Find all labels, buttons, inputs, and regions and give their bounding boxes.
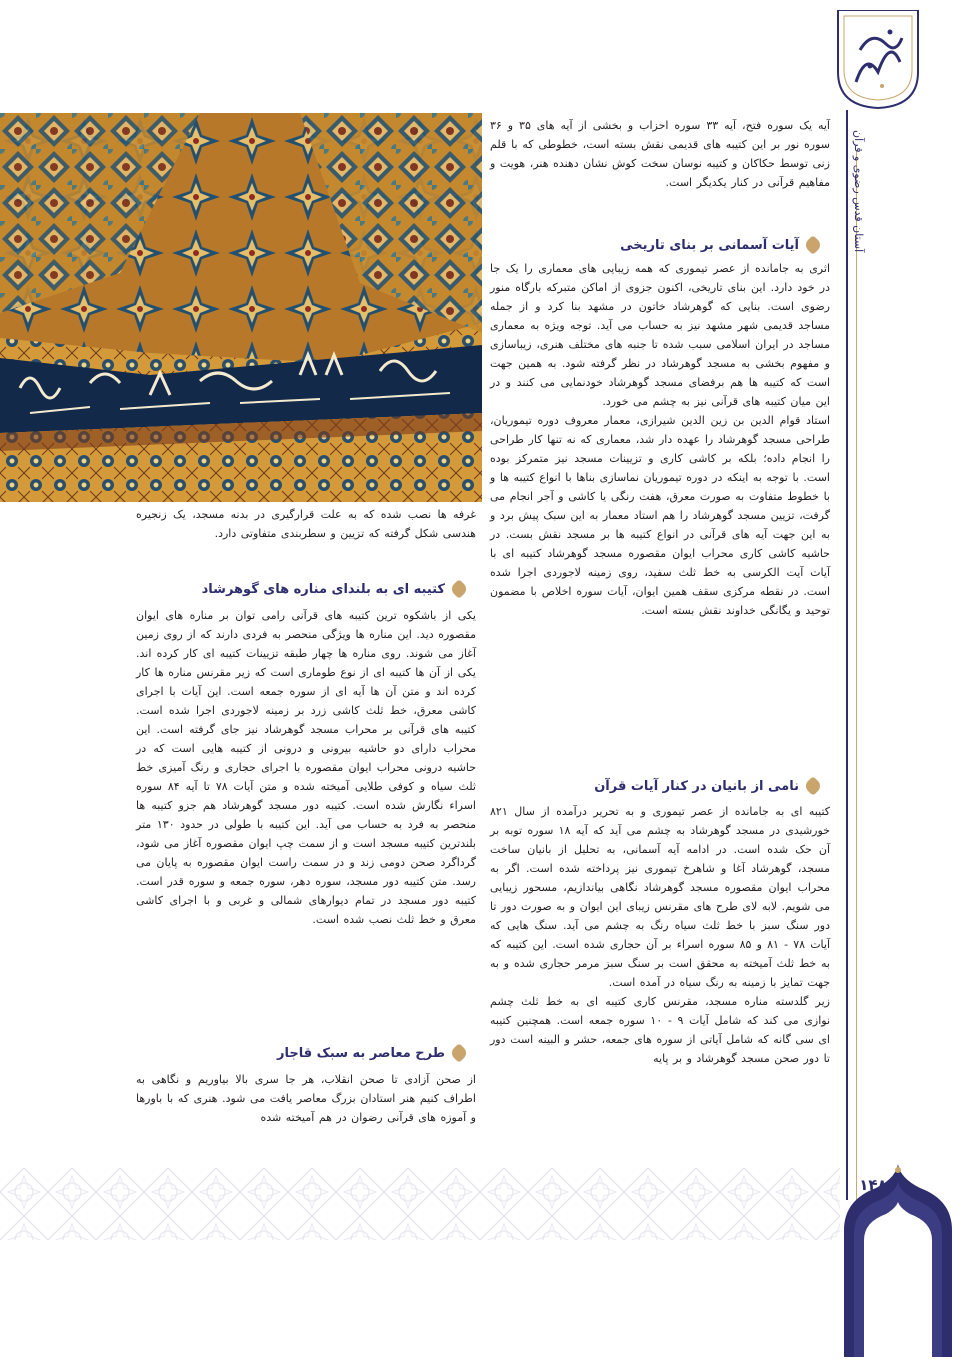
- leaf-bullet-icon: [449, 1043, 469, 1063]
- magazine-logo: [836, 10, 920, 110]
- paragraph: آیه یک سوره فتح، آیه ۳۳ سوره احزاب و بخشی از آیه های ۳۵ و ۳۶ سوره نور بر این کتیبه های قدیمی نقش بسته است، خطوطی که با قلم زنی توسط حکاکان و کتیبه نوسان سخت کوش نشان دهنده هنر، هویت و مفاهیم قرآنی در کنار یکدیگر است.: [490, 119, 830, 189]
- tile-ceiling-photo: [0, 113, 482, 502]
- heading-text: طرح معاصر به سبک قاجار: [276, 1045, 445, 1061]
- section-heading: [136, 578, 466, 600]
- paragraph: غرفه ها نصب شده که به علت قرارگیری در بدنه مسجد، یک زنجیره هندسی شکل گرفته که تزیین و سطربندی متفاوتی دارد.: [136, 508, 476, 540]
- paragraph: استاد قوام الدین بن زین الدین شیرازی، معمار معروف دوره تیموریان، طراحی مسجد گوهرشاد را عهده دار شد، معماری که نه تنها کار طراحی را انجام داده؛ بلکه بر کاشی کاری و تزیینات مسجد نیز متمرکز بوده است. با توجه به اینکه در دوره تیموریان نماسازی بناها با انواع کتیبه ها و با خطوط متفاوت به صورت معرق، هفت رنگی یا کاشی و آجر انجام می گرفت، تزیین مسجد گوهرشاد را هم استاد معمار به این سبک پیش برد و به این جهت آیه های قرآنی در انواع کتیبه ها بر مسجد نقش بست. در حاشیه کاشی کاری محراب ایوان مقصوره مسجد گوهرشاد کتیبه ای با آیات آیت الکرسی به خط ثلث سفید، روی زمینه لاجوردی اجرا شده است. در نقطه مرکزی سقف همین ایوان، آیات سوره اخلاص با مضمون توحید و یگانگی خداوند نقش بسته است.: [490, 414, 830, 617]
- paragraph: یکی از باشکوه ترین کتیبه های قرآنی رامی توان بر مناره های ایوان مقصوره دید. این مناره ها ویژگی منحصر به فردی دارند که از روی زمین آغاز می شوند. روی مناره ها چهار طبقه تزیینات کتیبه ای کار کرده اند. یکی از آن ها کتیبه ای از نوع طوماری است که زیر مقرنس مناره ها کار کرده اند و متن آن ها آیه ای از سوره جمعه است. این آیات با اجرای کاشی معرق، خط ثلث کاشی زرد بر زمینه لاجوردی اجرا شده است. کتیبه های قرآنی بر محراب مسجد گوهرشاد نیز جای گرفته است. این محراب دارای دو حاشیه بیرونی و درونی از کتیبه هایی است که در حاشیه درونی محراب ایوان مقصوره با اجرای حجاری و رنگ آمیزی خط ثلث سیاه و کوفی طلایی آمیخته شده و متن آیات ۷۸ تا آیه ۸۴ سوره اسراء نگارش شده است. کتیبه دور مسجد گوهرشاد هم جزو کتیبه ها منحصر به فرد به حساب می آید. این کتیبه با طولی در حدود ۱۳۰ متر بلندترین کتیبه مسجد است و از سمت چپ ایوان مقصوره آغاز می شود، گرداگرد صحن دومی زند و در سمت راست ایوان مقصوره به پایان می رسد. متن کتیبه دور مسجد، سوره دهر، سوره جمعه و سوره قدر است. کتیبه دور مسجد در تمام دیوارهای شمالی و غربی و با اجرای کاشی معرق و خط ثلث نصب شده است.: [136, 609, 476, 926]
- paragraph: زیر گلدسته مناره مسجد، مقرنس کاری کتیبه ای به خط ثلث چشم نوازی می کند که شامل آیات ۹ - ۱۰ سوره جمعه است. همچنین کتیبه ای سی گانه که شامل آیاتی از سوره های جمعه، حشر و البینه است دور تا دور صحن مسجد گوهرشاد و بر پایه: [490, 995, 831, 1065]
- left-column-section-1: [136, 606, 476, 929]
- heading-text: کتیبه ای به بلندای مناره های گوهرشاد: [201, 581, 445, 597]
- section-heading: [490, 775, 820, 797]
- right-column-section-1: [490, 259, 830, 620]
- sidebar-divider: [846, 110, 848, 1200]
- heading-text: نامی از بانیان در کنار آیات قرآن: [594, 778, 799, 794]
- section-heading: [136, 1042, 466, 1064]
- footer-ornament-band: [0, 1168, 840, 1240]
- left-column-intro: [136, 505, 476, 543]
- section-caption: آستان قدس رضوی و قرآن: [852, 130, 865, 253]
- leaf-bullet-icon: [803, 235, 823, 255]
- paragraph: از صحن آزادی تا صحن انقلاب، هر جا سری بالا بیاوریم و نگاهی به اطراف کنیم هنر استادان بزرگ معاصر یافت می شود. هنری که با باورها و آموزه های قرآنی رضوان در هم آمیخته شده: [136, 1073, 476, 1124]
- left-column-section-2: [136, 1070, 476, 1127]
- right-column-section-2: [490, 802, 830, 1068]
- heading-text: آیات آسمانی بر بنای تاریخی: [620, 237, 799, 253]
- leaf-bullet-icon: [449, 579, 469, 599]
- page-number: ۱۴۸: [859, 1176, 887, 1194]
- right-column-intro: [490, 116, 830, 192]
- paragraph: کتیبه ای به جامانده از عصر تیموری و به تحریر درآمده از سال ۸۲۱ خورشیدی در مسجد گوهرشاد به چشم می آید که آیه ۱۸ سوره توبه بر آن حک شده است. در ادامه آیه آسمانی، به تحلیل از بانیان ساخت مسجد، گوهرشاد آغا و شاهرخ تیموری نیز پرداخته شده است. اگر به محراب ایوان مقصوره مسجد گوهرشاد نگاهی بیاندازیم، مسحور زیبایی می شویم. لابه لای طرح های مقرنس زیبای این ایوان و به صورت دور تا دور سنگ سبز با خط ثلث سیاه رنگ به چشم می آید. سنگ هایی که آیات ۷۸ - ۸۱ و ۸۵ سوره اسراء بر آن حجاری شده است. این کتیبه که به خط ثلث آمیخته به محقق است بر سنگ سبز مرمر حجاری شده و به جهت تمایز با زمینه به رنگ سیاه در آمده است.: [490, 805, 831, 989]
- leaf-bullet-icon: [803, 776, 823, 796]
- section-heading: [490, 234, 820, 256]
- sidebar-divider-gold: [856, 150, 857, 1200]
- paragraph: اثری به جامانده از عصر تیموری که همه زیبایی های معماری را یک جا در خود دارد. این بنای تاریخی، اکنون جزوی از اماکن متبرکه بارگاه منور رضوی است. بنایی که گوهرشاد خاتون در مشهد بنا کرد و از جمله مساجد قدیمی شهر مشهد نیز به حساب می آید. توجه ویژه به معماری مساجد در ایران اسلامی سبب شده تا جنبه های مختلف هنری، زیباسازی و مفهوم بخشی به مسجد گوهرشاد در نظر گرفته شود. به همین جهت است که کتیبه ها هم برفضای مسجد گوهرشاد خودنمایی می کنند و در این میان کتیبه های قرآنی نیز به چشم می خورد.: [490, 262, 830, 408]
